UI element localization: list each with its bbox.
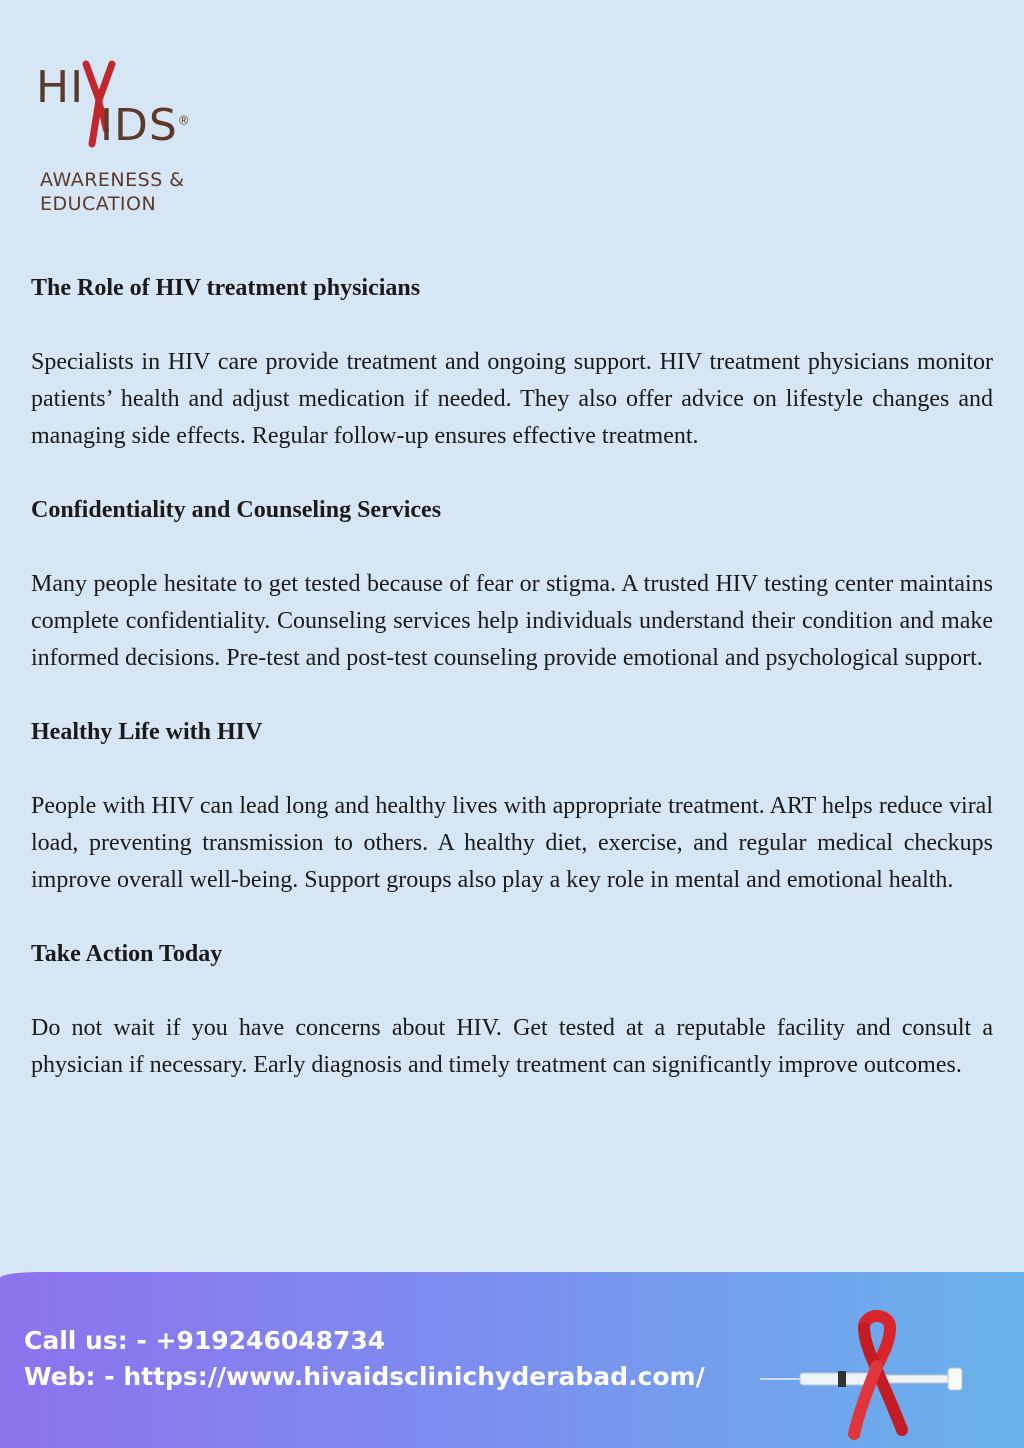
logo-tagline-line2: EDUCATION bbox=[40, 193, 157, 215]
section-body: Specialists in HIV care provide treatment and ongoing support. HIV treatment physicians monitor patients’ health and adjust medication if needed. They also offer advice on lifestyle changes and managing side effects. Regular follow-up ensures effective treatment. bbox=[31, 349, 993, 449]
red-ribbon-icon bbox=[842, 1308, 912, 1442]
section-heading: The Role of HIV treatment physicians bbox=[31, 275, 421, 301]
contact-footer bbox=[0, 1272, 1024, 1448]
logo-tagline bbox=[40, 168, 185, 216]
section-body: People with HIV can lead long and healthy lives with appropriate treatment. ART helps reduce viral load, preventing transmission to others. A healthy diet, exercise, and regular medical checkups improve overall well-being. Support groups also play a key role in mental and emotional health. bbox=[31, 793, 993, 893]
logo-wordmark-left: HI bbox=[36, 62, 85, 113]
section-heading: Take Action Today bbox=[31, 941, 223, 967]
section-heading: Healthy Life with HIV bbox=[31, 719, 263, 745]
section-body: Do not wait if you have concerns about HIV. Get tested at a reputable facility and consult a physician if necessary. Early diagnosis and timely treatment can significantly improve outcomes. bbox=[31, 1015, 993, 1078]
brand-logo bbox=[30, 52, 230, 232]
section-body: Many people hesitate to get tested because of fear or stigma. A trusted HIV testing center maintains complete confidentiality. Counseling services help individuals understand their condition and make informed decisions. Pre-test and post-test counseling provide emotional and psychological support. bbox=[31, 571, 993, 671]
logo-wordmark-right: IDS® bbox=[100, 100, 191, 151]
website-link[interactable]: Web: - https://www.hivaidsclinichyderabad.com/ bbox=[24, 1362, 705, 1391]
section-heading: Confidentiality and Counseling Services bbox=[31, 497, 442, 523]
logo-tagline-line1: AWARENESS & bbox=[40, 169, 185, 191]
call-us-text[interactable]: Call us: - +919246048734 bbox=[24, 1326, 386, 1355]
article bbox=[31, 270, 993, 1084]
